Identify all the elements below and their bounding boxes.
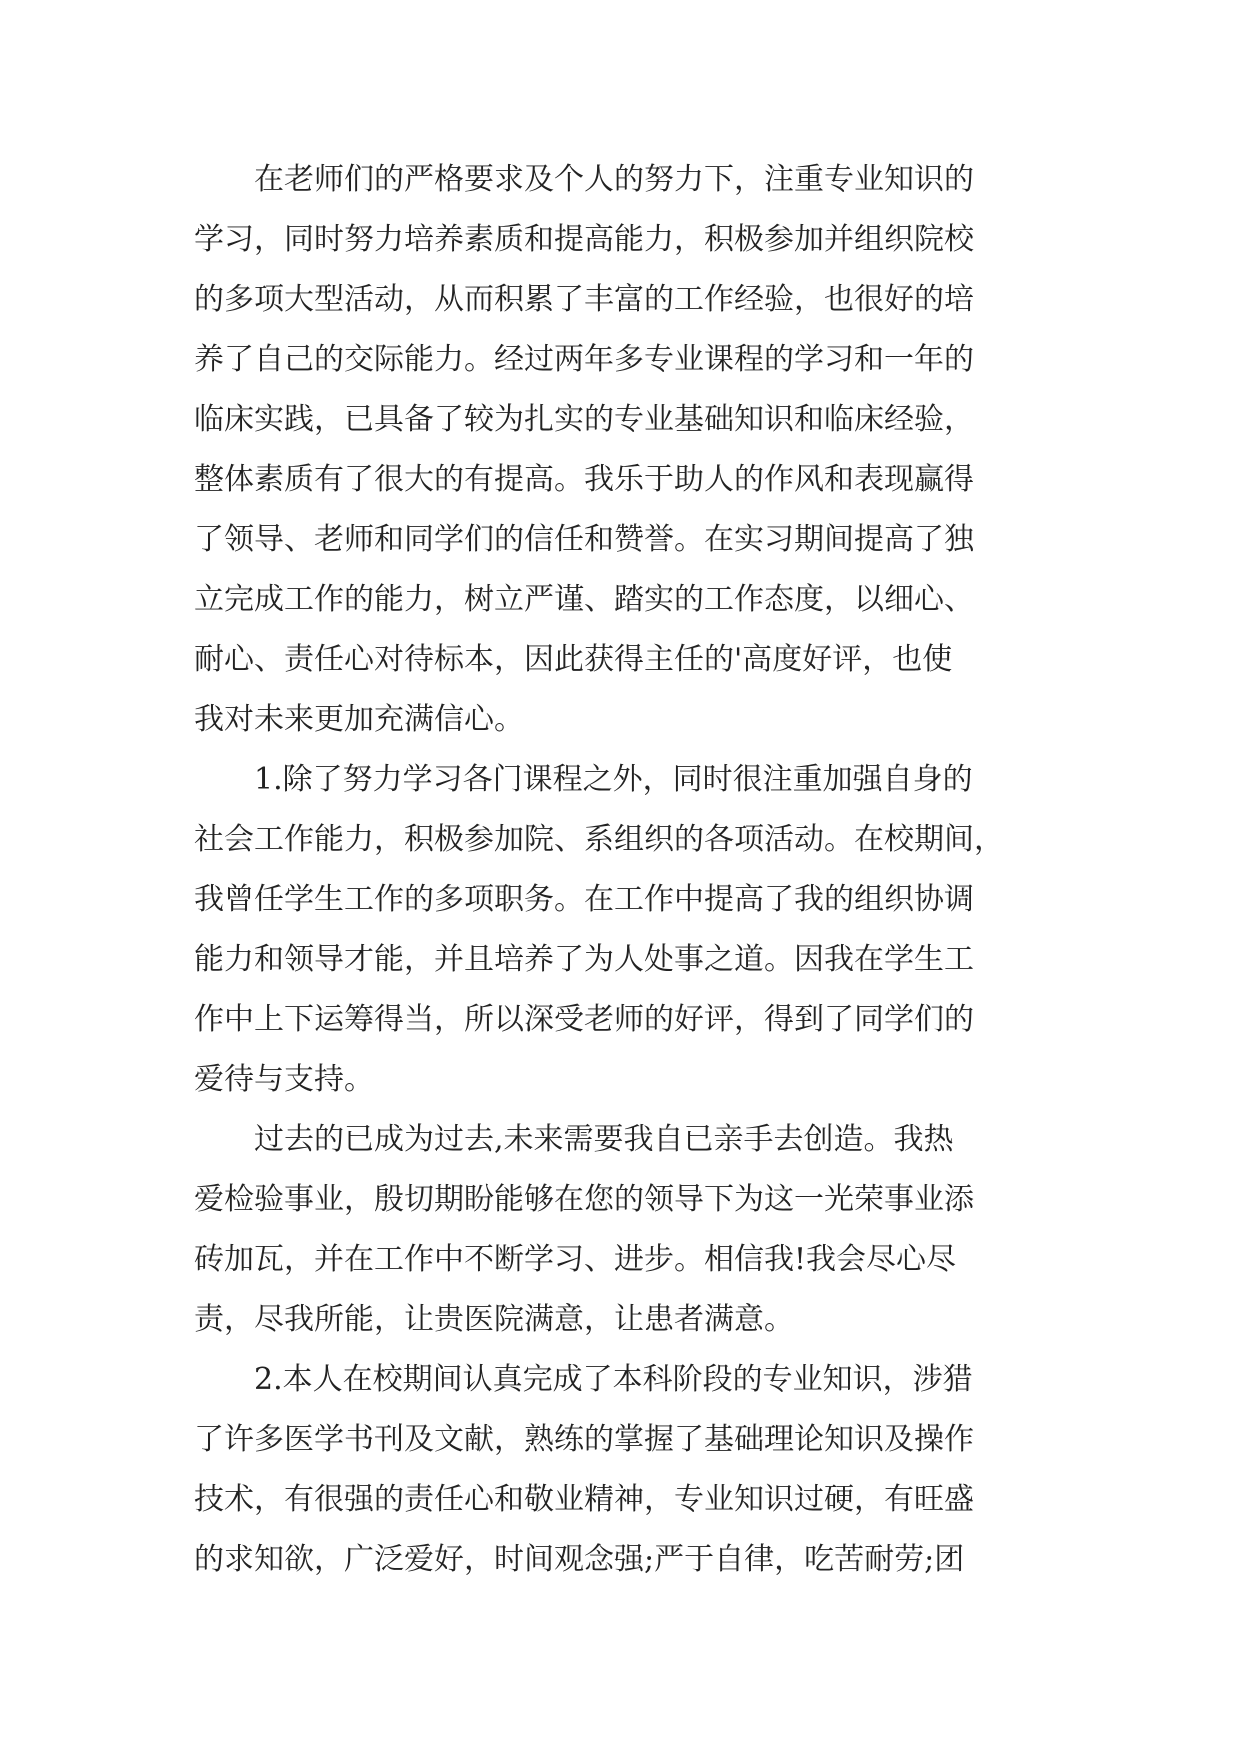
paragraph-future xyxy=(194,1110,1054,1350)
text-line: 养了自己的交际能力。经过两年多专业课程的学习和一年的 xyxy=(194,342,974,377)
text-line: 了领导、老师和同学们的信任和赞誉。在实习期间提高了独 xyxy=(194,522,974,557)
text-line: 了许多医学书刊及文献，熟练的掌握了基础理论知识及操作 xyxy=(194,1422,974,1457)
text-line: 临床实践，已具备了较为扎实的专业基础知识和临床经验， xyxy=(194,402,974,437)
text-line: 我曾任学生工作的多项职务。在工作中提高了我的组织协调 xyxy=(194,882,974,917)
text-line: 学习，同时努力培养素质和提高能力，积极参加并组织院校 xyxy=(194,222,974,257)
text-line: 社会工作能力，积极参加院、系组织的各项活动。在校期间， xyxy=(194,822,1004,857)
text-line: 能力和领导才能，并且培养了为人处事之道。因我在学生工 xyxy=(194,942,974,977)
text-line: 整体素质有了很大的有提高。我乐于助人的作风和表现赢得 xyxy=(194,462,974,497)
text-line: 过去的已成为过去,未来需要我自已亲手去创造。我热 xyxy=(194,1122,954,1157)
text-line: 1.除了努力学习各门课程之外，同时很注重加强自身的 xyxy=(194,762,973,797)
document-body xyxy=(194,150,1054,1590)
paragraph-item-2 xyxy=(194,1350,1054,1590)
text-line: 技术，有很强的责任心和敬业精神，专业知识过硬，有旺盛 xyxy=(194,1482,974,1517)
text-line: 2.本人在校期间认真完成了本科阶段的专业知识，涉猎 xyxy=(194,1362,973,1397)
text-line: 的多项大型活动，从而积累了丰富的工作经验，也很好的培 xyxy=(194,282,974,317)
text-line: 在老师们的严格要求及个人的努力下，注重专业知识的 xyxy=(194,162,974,197)
paragraph-item-1 xyxy=(194,750,1054,1110)
text-line: 立完成工作的能力，树立严谨、踏实的工作态度，以细心、 xyxy=(194,582,974,617)
text-line: 的求知欲，广泛爱好，时间观念强;严于自律，吃苦耐劳;团 xyxy=(194,1542,965,1577)
paragraph-intro xyxy=(194,150,1054,750)
text-line: 砖加瓦，并在工作中不断学习、进步。相信我!我会尽心尽 xyxy=(194,1242,957,1277)
text-line: 责，尽我所能，让贵医院满意，让患者满意。 xyxy=(194,1302,794,1337)
text-line: 我对未来更加充满信心。 xyxy=(194,702,524,737)
text-line: 爱待与支持。 xyxy=(194,1062,374,1097)
text-line: 耐心、责任心对待标本，因此获得主任的'高度好评，也使 xyxy=(194,642,953,677)
text-line: 爱检验事业，殷切期盼能够在您的领导下为这一光荣事业添 xyxy=(194,1182,974,1217)
text-line: 作中上下运筹得当，所以深受老师的好评，得到了同学们的 xyxy=(194,1002,974,1037)
